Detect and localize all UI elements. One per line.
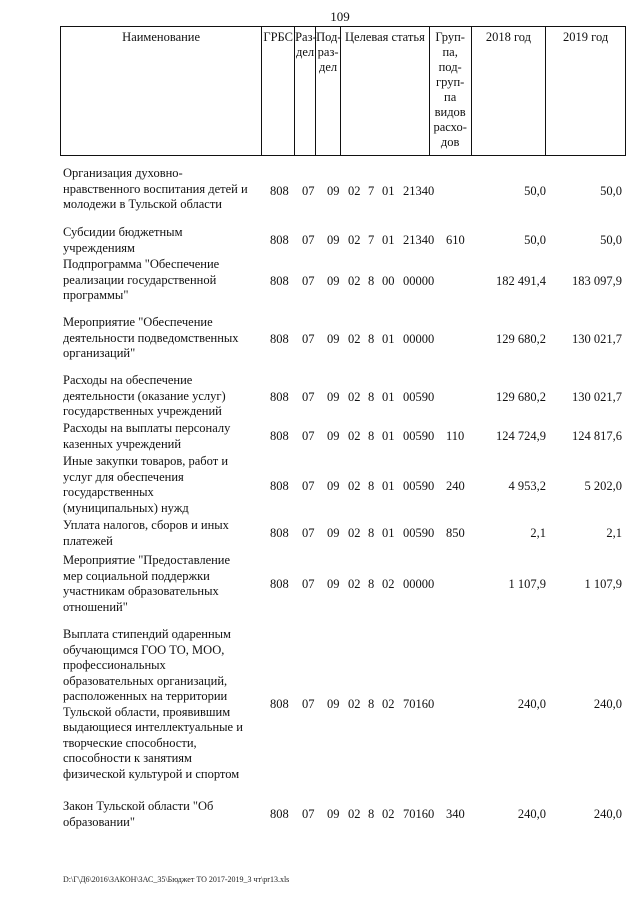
cell-grbs: 808 <box>270 429 289 443</box>
cell-cs3: 01 <box>382 184 395 198</box>
cell-razdel: 07 <box>302 577 315 591</box>
cell-vr: 240 <box>446 479 465 493</box>
cell-y2018: 4 953,2 <box>508 479 546 493</box>
cell-y2019: 124 817,6 <box>572 429 622 443</box>
row-name: Мероприятие "Предоставление мер социальной поддержки участникам образовательных отношений" <box>63 553 231 614</box>
cell-cs3: 01 <box>382 526 395 540</box>
cell-grbs: 808 <box>270 332 289 346</box>
cell-grbs: 808 <box>270 526 289 540</box>
cell-razdel: 07 <box>302 697 315 711</box>
cell-podrazdel: 09 <box>327 233 340 247</box>
cell-podrazdel: 09 <box>327 577 340 591</box>
cell-y2019: 240,0 <box>593 697 622 711</box>
row-name: Субсидии бюджетным учреждениям <box>63 225 183 255</box>
cell-cs1: 02 <box>348 526 361 540</box>
cell-cs1: 02 <box>348 429 361 443</box>
cell-y2019: 50,0 <box>600 184 622 198</box>
page-number: 109 <box>330 9 350 24</box>
cell-cs1: 02 <box>348 332 361 346</box>
cell-grbs: 808 <box>270 184 289 198</box>
cell-cs2: 7 <box>368 233 375 247</box>
header-year-2019: 2019 год <box>563 30 609 44</box>
cell-y2018: 1 107,9 <box>508 577 546 591</box>
header-grbs: ГРБС <box>262 27 295 155</box>
cell-podrazdel: 09 <box>327 479 340 493</box>
cell-cs2: 8 <box>368 332 375 346</box>
cell-vr: 110 <box>446 429 465 443</box>
cell-podrazdel: 09 <box>327 526 340 540</box>
row-name: Выплата стипендий одаренным обучающимся ГОО ТО, МОО, профессиональных образовательных организаций, расположенных на территории Тульской области, проявившим выдающиеся интеллектуальные и творческие способности, способности к занятиям физической культурой и спортом <box>63 627 243 781</box>
row-name: Расходы на обеспечение деятельности (оказание услуг) государственных учреждений <box>63 373 226 418</box>
cell-cs4: 21340 <box>403 184 435 198</box>
cell-cs3: 00 <box>382 274 395 288</box>
cell-cs1: 02 <box>348 807 361 821</box>
cell-cs3: 01 <box>382 429 395 443</box>
cell-y2019: 50,0 <box>600 233 622 247</box>
cell-grbs: 808 <box>270 697 289 711</box>
cell-cs3: 01 <box>382 479 395 493</box>
cell-cs2: 8 <box>368 697 375 711</box>
cell-y2019: 240,0 <box>593 807 622 821</box>
cell-y2019: 130 021,7 <box>572 332 622 346</box>
row-name: Расходы на выплаты персоналу казенных учреждений <box>63 421 231 451</box>
cell-cs1: 02 <box>348 577 361 591</box>
row-name: Закон Тульской области "Об образовании" <box>63 799 214 829</box>
cell-razdel: 07 <box>302 274 315 288</box>
cell-podrazdel: 09 <box>327 332 340 346</box>
cell-cs3: 01 <box>382 233 395 247</box>
cell-grbs: 808 <box>270 233 289 247</box>
cell-y2018: 129 680,2 <box>496 390 546 404</box>
header-target-article: Целевая статья <box>341 27 430 155</box>
cell-y2019: 130 021,7 <box>572 390 622 404</box>
cell-podrazdel: 09 <box>327 807 340 821</box>
header-podrazdel: Под- раз- дел <box>316 27 341 155</box>
cell-y2018: 124 724,9 <box>496 429 546 443</box>
header-razdel: Раз- дел <box>295 27 316 155</box>
cell-razdel: 07 <box>302 429 315 443</box>
table-header <box>60 26 626 156</box>
cell-y2018: 129 680,2 <box>496 332 546 346</box>
cell-cs4: 21340 <box>403 233 435 247</box>
row-name: Уплата налогов, сборов и иных платежей <box>63 518 229 548</box>
cell-razdel: 07 <box>302 233 315 247</box>
cell-cs4: 00000 <box>403 274 435 288</box>
file-path-footer: D:\Г\Д6\2016\ЗАКОН\ЗАС_35\Бюджет ТО 2017-2019_3 чт\pr13.xls <box>63 875 290 884</box>
cell-podrazdel: 09 <box>327 697 340 711</box>
cell-y2018: 50,0 <box>524 233 546 247</box>
row-name: Организация духовно- нравственного воспитания детей и молодежи в Тульской области <box>63 166 248 211</box>
cell-podrazdel: 09 <box>327 184 340 198</box>
cell-podrazdel: 09 <box>327 390 340 404</box>
cell-y2018: 50,0 <box>524 184 546 198</box>
cell-grbs: 808 <box>270 577 289 591</box>
cell-vr: 850 <box>446 526 465 540</box>
cell-cs4: 00590 <box>403 390 435 404</box>
cell-cs2: 8 <box>368 429 375 443</box>
cell-cs4: 00590 <box>403 479 435 493</box>
header-name: Наименование <box>61 27 262 155</box>
cell-cs2: 8 <box>368 479 375 493</box>
cell-razdel: 07 <box>302 332 315 346</box>
cell-cs4: 00000 <box>403 332 435 346</box>
cell-cs3: 01 <box>382 332 395 346</box>
cell-podrazdel: 09 <box>327 429 340 443</box>
cell-razdel: 07 <box>302 390 315 404</box>
cell-cs1: 02 <box>348 697 361 711</box>
cell-cs1: 02 <box>348 184 361 198</box>
cell-vr: 610 <box>446 233 465 247</box>
cell-cs1: 02 <box>348 390 361 404</box>
cell-y2019: 183 097,9 <box>572 274 622 288</box>
cell-y2019: 5 202,0 <box>584 479 622 493</box>
cell-razdel: 07 <box>302 184 315 198</box>
cell-razdel: 07 <box>302 479 315 493</box>
row-name: Мероприятие "Обеспечение деятельности подведомственных организаций" <box>63 315 239 360</box>
cell-y2018: 182 491,4 <box>496 274 546 288</box>
cell-y2019: 2,1 <box>606 526 622 540</box>
cell-cs3: 02 <box>382 577 395 591</box>
cell-cs4: 70160 <box>403 697 435 711</box>
cell-y2019: 1 107,9 <box>584 577 622 591</box>
cell-cs2: 8 <box>368 390 375 404</box>
cell-podrazdel: 09 <box>327 274 340 288</box>
row-name: Иные закупки товаров, работ и услуг для обеспечения государственных (муниципальных) нужд <box>63 454 229 515</box>
cell-cs3: 01 <box>382 390 395 404</box>
cell-cs4: 00590 <box>403 526 435 540</box>
cell-razdel: 07 <box>302 807 315 821</box>
row-name: Подпрограмма "Обеспечение реализации государственной программы" <box>63 257 220 302</box>
cell-grbs: 808 <box>270 274 289 288</box>
cell-grbs: 808 <box>270 390 289 404</box>
cell-cs1: 02 <box>348 233 361 247</box>
cell-cs3: 02 <box>382 697 395 711</box>
cell-cs2: 8 <box>368 526 375 540</box>
cell-cs2: 8 <box>368 274 375 288</box>
cell-cs4: 00000 <box>403 577 435 591</box>
cell-cs3: 02 <box>382 807 395 821</box>
cell-grbs: 808 <box>270 479 289 493</box>
cell-y2018: 240,0 <box>517 807 546 821</box>
cell-cs2: 8 <box>368 807 375 821</box>
cell-cs2: 7 <box>368 184 375 198</box>
cell-grbs: 808 <box>270 807 289 821</box>
cell-cs1: 02 <box>348 479 361 493</box>
header-expense-group: Груп- па, под- груп- па видов расхо- дов <box>430 27 472 155</box>
cell-cs1: 02 <box>348 274 361 288</box>
cell-cs4: 70160 <box>403 807 435 821</box>
cell-y2018: 240,0 <box>517 697 546 711</box>
cell-razdel: 07 <box>302 526 315 540</box>
header-year-2018: 2018 год <box>472 27 547 155</box>
cell-cs2: 8 <box>368 577 375 591</box>
cell-vr: 340 <box>446 807 465 821</box>
cell-cs4: 00590 <box>403 429 435 443</box>
cell-y2018: 2,1 <box>530 526 546 540</box>
